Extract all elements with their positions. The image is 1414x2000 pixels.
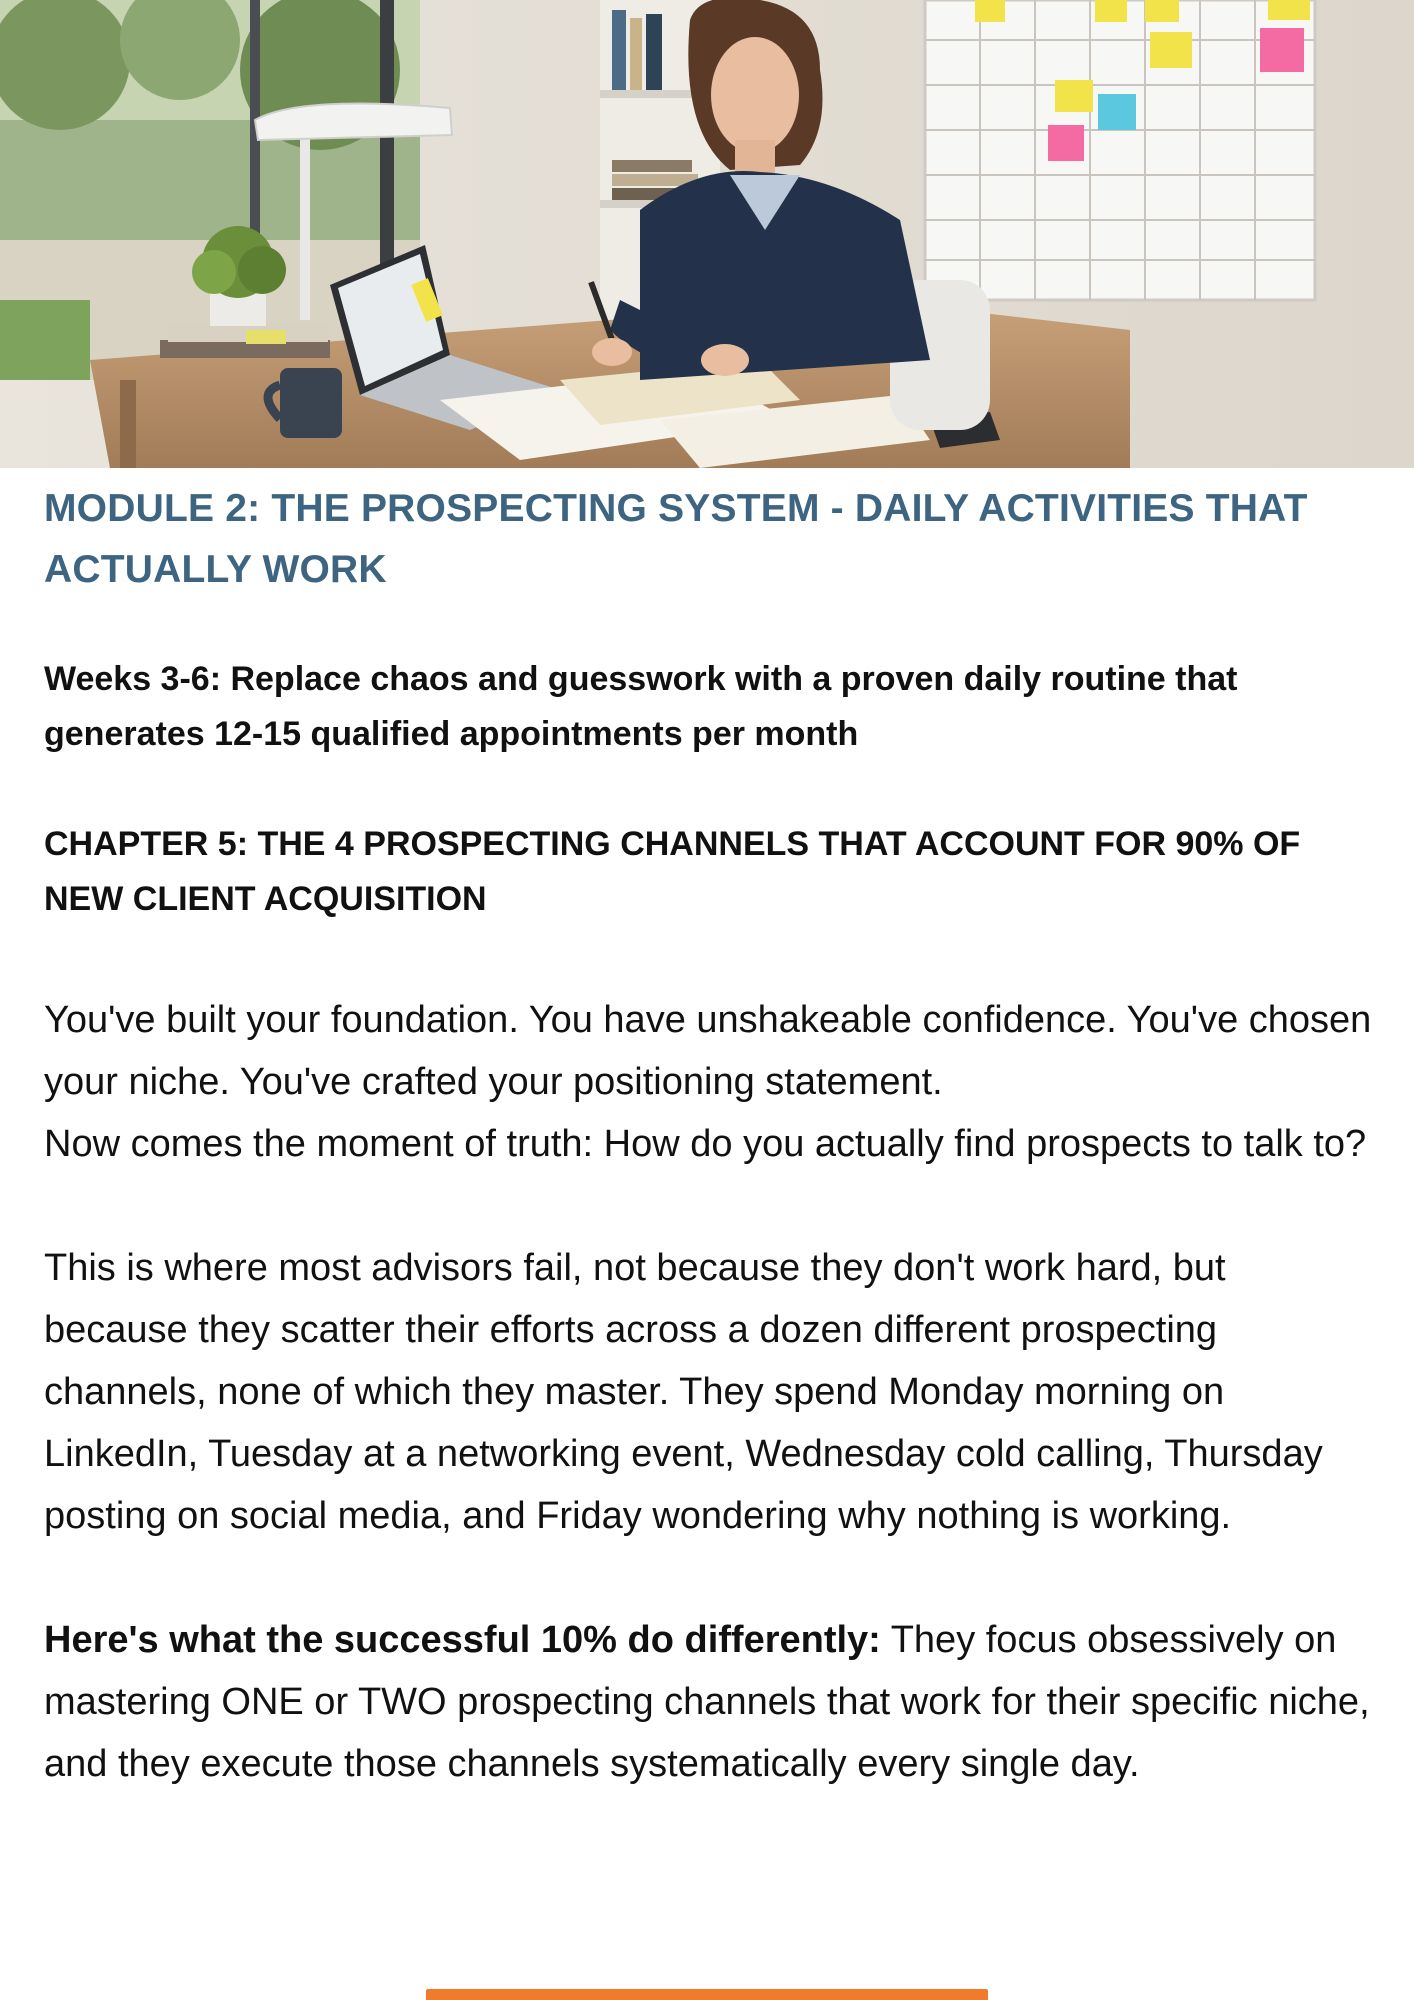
module-title: MODULE 2: THE PROSPECTING SYSTEM - DAILY ACTIVITIES THAT ACTUALLY WORK bbox=[44, 487, 1308, 591]
wall-calendar bbox=[925, 0, 1315, 300]
paragraph-foundation-line1: You've built your foundation. You have unshakeable confidence. You've chosen your niche. You've crafted your positioning statement. bbox=[44, 999, 1372, 1103]
chapter-title: CHAPTER 5: THE 4 PROSPECTING CHANNELS THAT ACCOUNT FOR 90% OF NEW CLIENT ACQUISITION bbox=[44, 825, 1301, 918]
accent-bar bbox=[426, 1989, 988, 2000]
module-subtitle: Weeks 3-6: Replace chaos and guesswork with a proven daily routine that generates 12-15 qualified appointments per month bbox=[44, 660, 1238, 753]
paragraph-foundation-line2: Now comes the moment of truth: How do you actually find prospects to talk to? bbox=[44, 1123, 1367, 1165]
paragraph-advisors-fail: This is where most advisors fail, not because they don't work hard, but because they scatter their efforts across a dozen different prospecting channels, none of which they master. They spend Monday morning on LinkedIn, Tuesday at a networking event, Wednesday cold calling, Thursday posting on social media, and Friday wondering why nothing is working. bbox=[44, 1247, 1323, 1537]
hero-image bbox=[0, 0, 1414, 468]
paragraph-foundation bbox=[44, 989, 1374, 1175]
paragraph-successful-rest: They focus obsessively on mastering ONE or TWO prospecting channels that work for their specific niche, and they execute those channels systematically every single day. bbox=[44, 1619, 1370, 1785]
paragraph-successful bbox=[44, 1609, 1374, 1795]
office-illustration bbox=[0, 0, 1414, 468]
paragraph-successful-lead: Here's what the successful 10% do differently: bbox=[44, 1619, 881, 1661]
document-body bbox=[44, 468, 1374, 1795]
